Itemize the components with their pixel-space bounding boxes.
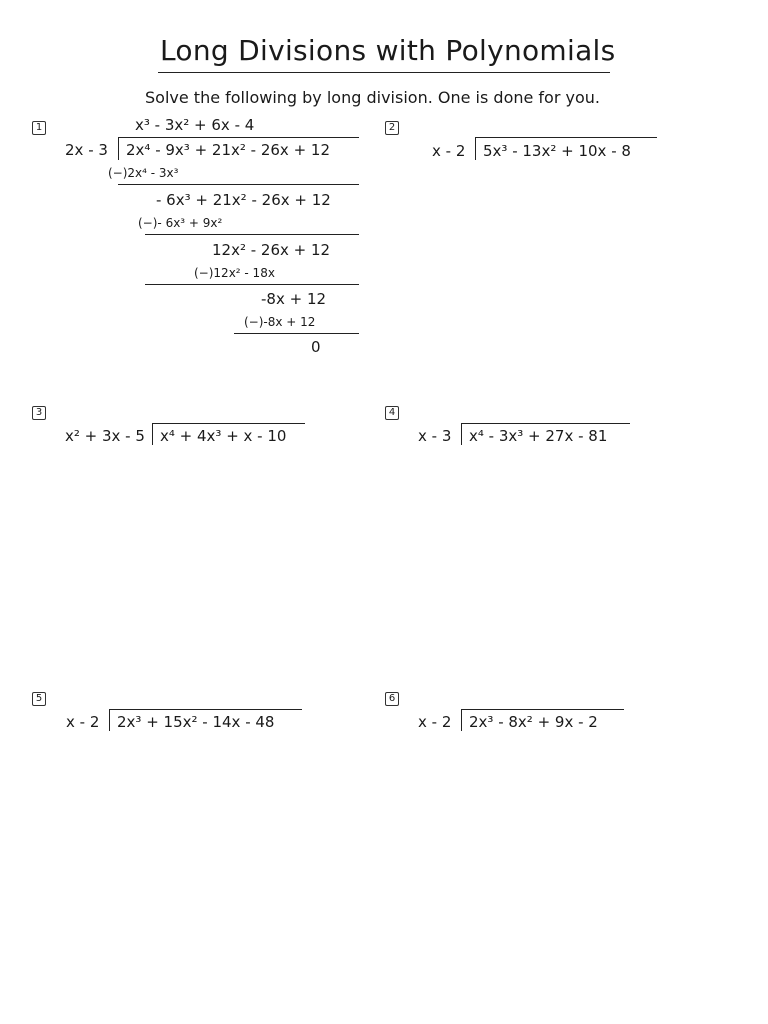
- problem-1-step-2-rule: [145, 234, 359, 235]
- problem-1-division-bracket: [118, 137, 119, 160]
- page-title: Long Divisions with Polynomials: [160, 34, 616, 67]
- problem-5-division-bar: [109, 709, 302, 710]
- problem-number-4: 4: [385, 406, 399, 420]
- problem-1-step-3-subtract: (−)12x² - 18x: [194, 266, 275, 280]
- problem-2-divisor: x - 2: [432, 142, 466, 160]
- problem-4-divisor: x - 3: [418, 427, 452, 445]
- problem-3-dividend: x⁴ + 4x³ + x - 10: [160, 427, 287, 445]
- problem-1-step-4-subtract: (−)-8x + 12: [244, 315, 316, 329]
- problem-6-dividend: 2x³ - 8x² + 9x - 2: [469, 713, 598, 731]
- problem-number-6: 6: [385, 692, 399, 706]
- problem-1-divisor: 2x - 3: [65, 141, 108, 159]
- problem-1-step-2-subtract: (−)- 6x³ + 9x²: [138, 216, 223, 230]
- problem-1-dividend: 2x⁴ - 9x³ + 21x² - 26x + 12: [126, 141, 331, 159]
- problem-3-division-bar: [152, 423, 305, 424]
- problem-2-dividend: 5x³ - 13x² + 10x - 8: [483, 142, 631, 160]
- problem-1-final-remainder: 0: [311, 338, 321, 356]
- title-underline: [158, 72, 610, 73]
- problem-1-step-3-remainder: -8x + 12: [261, 290, 327, 308]
- instructions: Solve the following by long division. One is done for you.: [145, 88, 600, 107]
- problem-1-step-2-remainder: 12x² - 26x + 12: [212, 241, 331, 259]
- problem-number-5: 5: [32, 692, 46, 706]
- problem-4-dividend: x⁴ - 3x³ + 27x - 81: [469, 427, 608, 445]
- problem-3-divisor: x² + 3x - 5: [65, 427, 145, 445]
- problem-3-division-bracket: [152, 423, 153, 445]
- problem-6-division-bar: [461, 709, 624, 710]
- problem-2-division-bracket: [475, 137, 476, 160]
- problem-5-divisor: x - 2: [66, 713, 100, 731]
- problem-6-division-bracket: [461, 709, 462, 731]
- problem-6-divisor: x - 2: [418, 713, 452, 731]
- problem-4-division-bar: [461, 423, 630, 424]
- problem-5-division-bracket: [109, 709, 110, 731]
- problem-1-quotient: x³ - 3x² + 6x - 4: [135, 116, 255, 134]
- problem-5-dividend: 2x³ + 15x² - 14x - 48: [117, 713, 275, 731]
- problem-number-2: 2: [385, 121, 399, 135]
- problem-number-3: 3: [32, 406, 46, 420]
- problem-1-step-1-remainder: - 6x³ + 21x² - 26x + 12: [156, 191, 331, 209]
- problem-1-step-4-rule: [234, 333, 359, 334]
- problem-1-step-3-rule: [145, 284, 359, 285]
- problem-1-step-1-subtract: (−)2x⁴ - 3x³: [108, 166, 179, 180]
- problem-1-division-bar: [118, 137, 359, 138]
- problem-number-1: 1: [32, 121, 46, 135]
- problem-4-division-bracket: [461, 423, 462, 445]
- problem-1-step-1-rule: [118, 184, 359, 185]
- problem-2-division-bar: [475, 137, 657, 138]
